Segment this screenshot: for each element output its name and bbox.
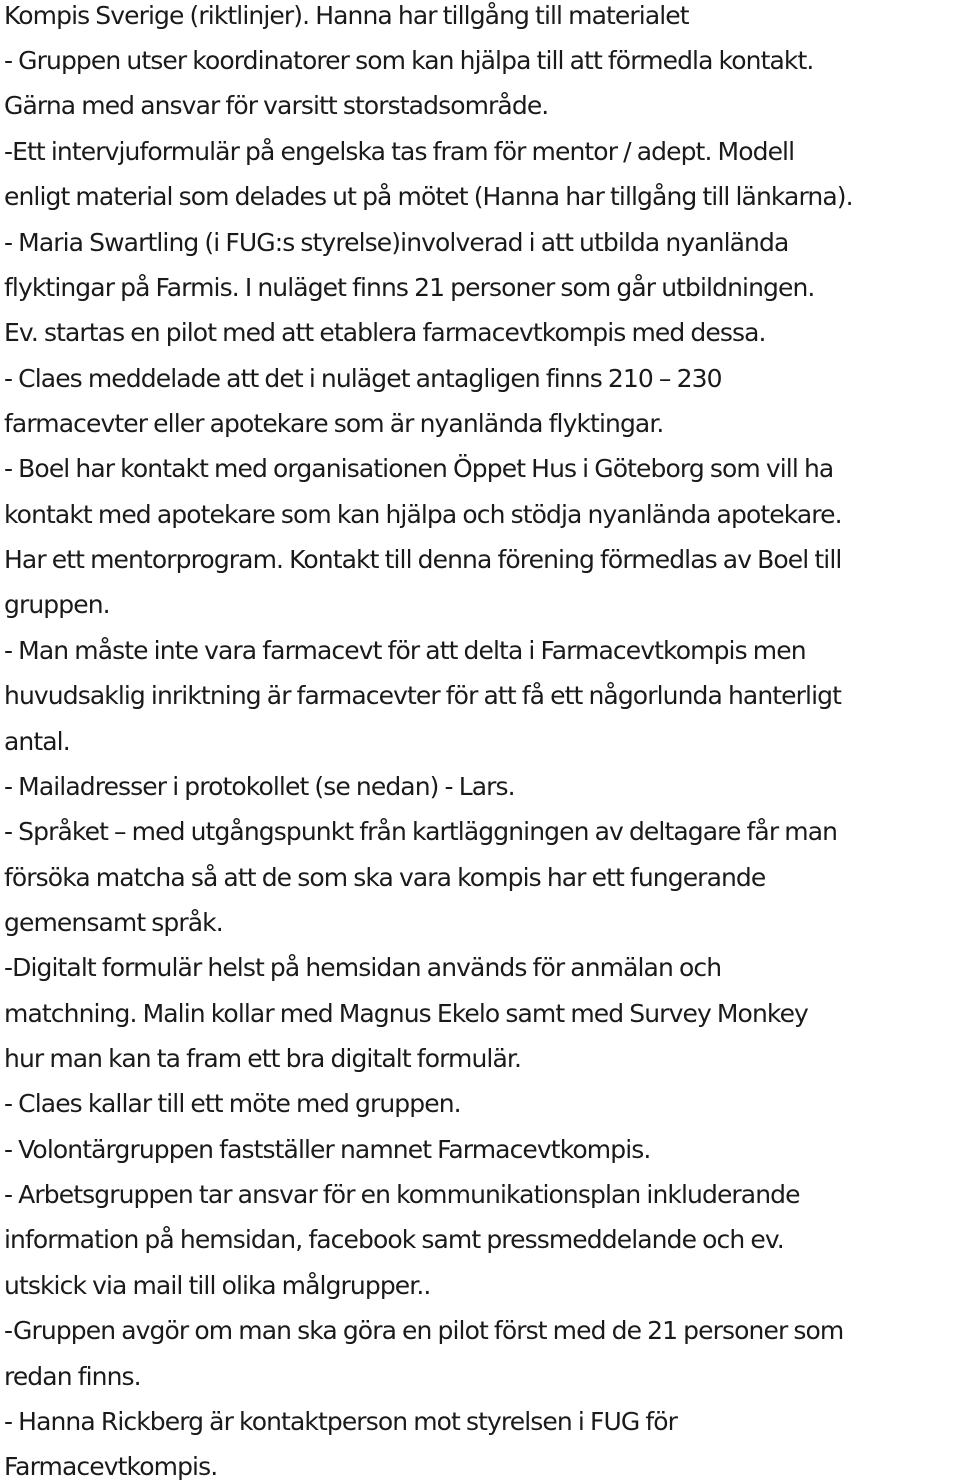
text-line: matchning. Malin kollar med Magnus Ekelo samt med Survey Monkey bbox=[4, 999, 808, 1028]
text-line: - Språket – med utgångspunkt från kartläggningen av deltagare får man bbox=[4, 817, 838, 846]
text-line: Farmacevtkompis. bbox=[4, 1452, 218, 1481]
text-line: -Gruppen avgör om man ska göra en pilot först med de 21 personer som bbox=[4, 1316, 844, 1345]
text-line: - Man måste inte vara farmacevt för att delta i Farmacevtkompis men bbox=[4, 636, 806, 665]
text-line: huvudsaklig inriktning är farmacevter för att få ett någorlunda hanterligt bbox=[4, 681, 841, 710]
text-line: kontakt med apotekare som kan hjälpa och stödja nyanlända apotekare. bbox=[4, 500, 842, 529]
text-line: Ev. startas en pilot med att etablera farmacevtkompis med dessa. bbox=[4, 318, 766, 347]
text-line: - Gruppen utser koordinatorer som kan hjälpa till att förmedla kontakt. bbox=[4, 46, 814, 75]
text-line: antal. bbox=[4, 727, 70, 756]
text-line: utskick via mail till olika målgrupper.. bbox=[4, 1271, 431, 1300]
text-line: enligt material som delades ut på mötet (Hanna har tillgång till länkarna). bbox=[4, 182, 853, 211]
text-line: försöka matcha så att de som ska vara kompis har ett fungerande bbox=[4, 863, 766, 892]
text-line: flyktingar på Farmis. I nuläget finns 21 personer som går utbildningen. bbox=[4, 273, 815, 302]
text-line: Kompis Sverige (riktlinjer). Hanna har tillgång till materialet bbox=[4, 1, 689, 30]
text-line: -Ett intervjuformulär på engelska tas fram för mentor / adept. Modell bbox=[4, 137, 795, 166]
text-line: - Maria Swartling (i FUG:s styrelse)involverad i att utbilda nyanlända bbox=[4, 228, 789, 257]
text-line: - Volontärgruppen fastställer namnet Farmacevtkompis. bbox=[4, 1135, 651, 1164]
text-line: - Hanna Rickberg är kontaktperson mot styrelsen i FUG för bbox=[4, 1407, 678, 1436]
text-line: - Boel har kontakt med organisationen Öppet Hus i Göteborg som vill ha bbox=[4, 454, 834, 483]
text-line: -Digitalt formulär helst på hemsidan används för anmälan och bbox=[4, 953, 722, 982]
text-line: - Arbetsgruppen tar ansvar för en kommunikationsplan inkluderande bbox=[4, 1180, 800, 1209]
text-line: - Claes meddelade att det i nuläget antagligen finns 210 – 230 bbox=[4, 364, 722, 393]
text-line: gruppen. bbox=[4, 590, 110, 619]
text-line: information på hemsidan, facebook samt pressmeddelande och ev. bbox=[4, 1225, 784, 1254]
text-line: - Claes kallar till ett möte med gruppen. bbox=[4, 1089, 461, 1118]
text-line: - Mailadresser i protokollet (se nedan) - Lars. bbox=[4, 772, 515, 801]
text-line: hur man kan ta fram ett bra digitalt formulär. bbox=[4, 1044, 522, 1073]
text-line: Gärna med ansvar för varsitt storstadsområde. bbox=[4, 91, 549, 120]
text-line: Har ett mentorprogram. Kontakt till denna förening förmedlas av Boel till bbox=[4, 545, 842, 574]
text-line: redan finns. bbox=[4, 1362, 141, 1391]
text-line: farmacevter eller apotekare som är nyanlända flyktingar. bbox=[4, 409, 664, 438]
text-line: gemensamt språk. bbox=[4, 908, 223, 937]
